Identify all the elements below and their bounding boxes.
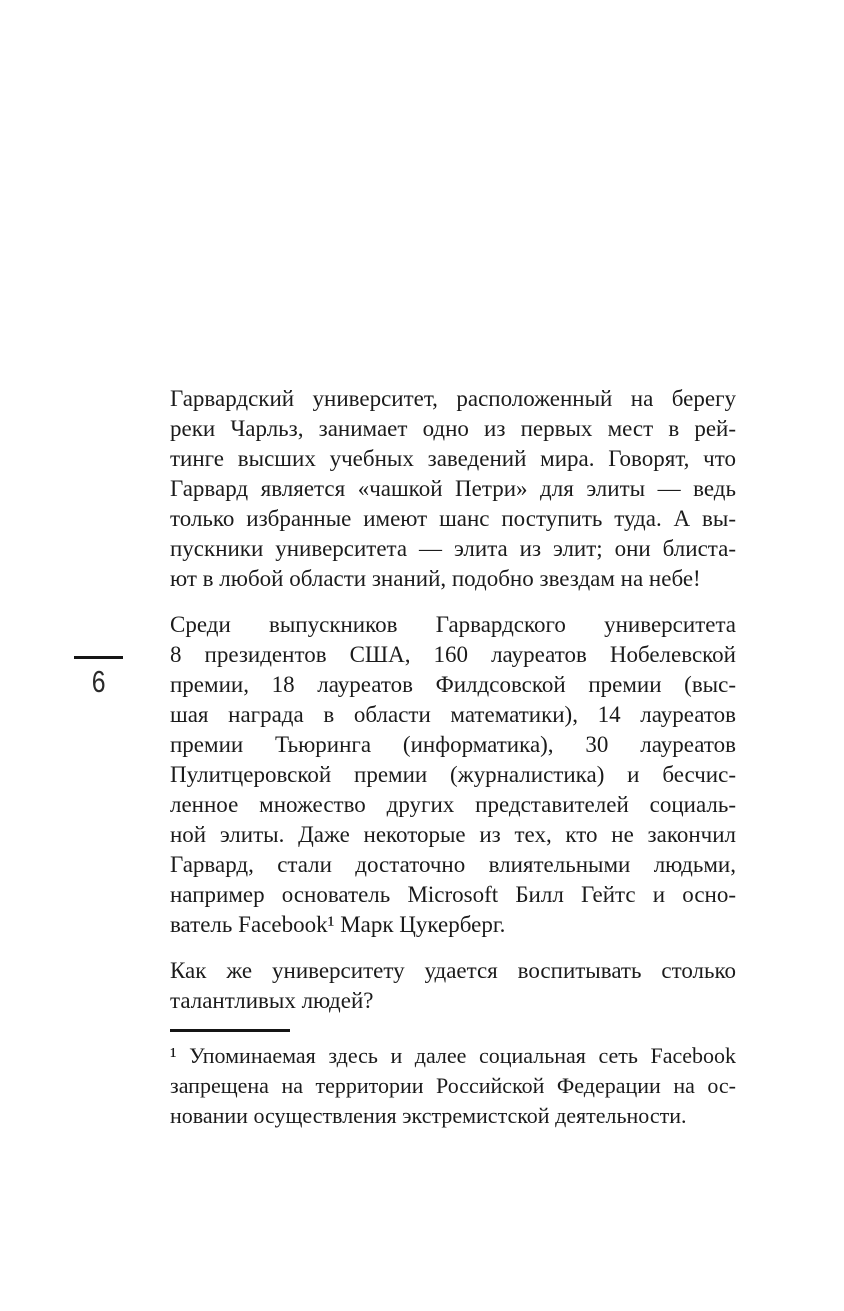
text-line: пускники университета — элита из элит; они блиста- xyxy=(170,536,736,561)
text-line: ватель Facebook¹ Марк Цукерберг. xyxy=(170,912,506,937)
text-line: например основатель Microsoft Билл Гейтс и осно- xyxy=(170,882,736,907)
text-line: Среди выпускников Гарвардского университета xyxy=(170,612,736,637)
text-line: Гарвард, стали достаточно влиятельными людьми, xyxy=(170,852,736,877)
footnote-rule xyxy=(170,1029,290,1032)
text-line: шая награда в области математики), 14 лауреатов xyxy=(170,702,736,727)
text-line: ленное множество других представителей социаль- xyxy=(170,792,736,817)
page-number-wrap xyxy=(74,666,123,697)
text-line: 8 президентов США, 160 лауреатов Нобелевской xyxy=(170,642,736,667)
text-line: Как же университету удается воспитывать столько xyxy=(170,958,736,983)
paragraph xyxy=(170,610,736,940)
text-line: новании осуществления экстремистской деятельности. xyxy=(170,1103,687,1128)
text-line: ной элиты. Даже некоторые из тех, кто не закончил xyxy=(170,822,736,847)
text-line: реки Чарльз, занимает одно из первых мест в рей- xyxy=(170,416,736,441)
text-line: только избранные имеют шанс поступить туда. А вы- xyxy=(170,506,736,531)
text-line: тинге высших учебных заведений мира. Говорят, что xyxy=(170,446,736,471)
paragraph xyxy=(170,956,736,1016)
text-line: талантливых людей? xyxy=(170,988,374,1013)
paragraph xyxy=(170,384,736,594)
text-line: Гарвард является «чашкой Петри» для элиты — ведь xyxy=(170,476,736,501)
footnote xyxy=(170,1029,736,1131)
page-number-rule xyxy=(74,656,123,659)
text-line: ют в любой области знаний, подобно звездам на небе! xyxy=(170,566,701,591)
text-line: премии, 18 лауреатов Филдсовской премии (выс- xyxy=(170,672,736,697)
text-line: запрещена на территории Российской Федерации на ос- xyxy=(170,1073,736,1098)
text-line: Пулитцеровской премии (журналистика) и бесчис- xyxy=(170,762,736,787)
page-number-block xyxy=(74,656,123,697)
page-number: 6 xyxy=(91,664,106,699)
text-line: Гарвардский университет, расположенный на берегу xyxy=(170,386,736,411)
body-text xyxy=(170,384,736,1032)
text-line: премии Тьюринга (информатика), 30 лауреатов xyxy=(170,732,736,757)
text-line: ¹ Упоминаемая здесь и далее социальная сеть Facebook xyxy=(170,1043,736,1068)
footnote-text xyxy=(170,1041,736,1131)
